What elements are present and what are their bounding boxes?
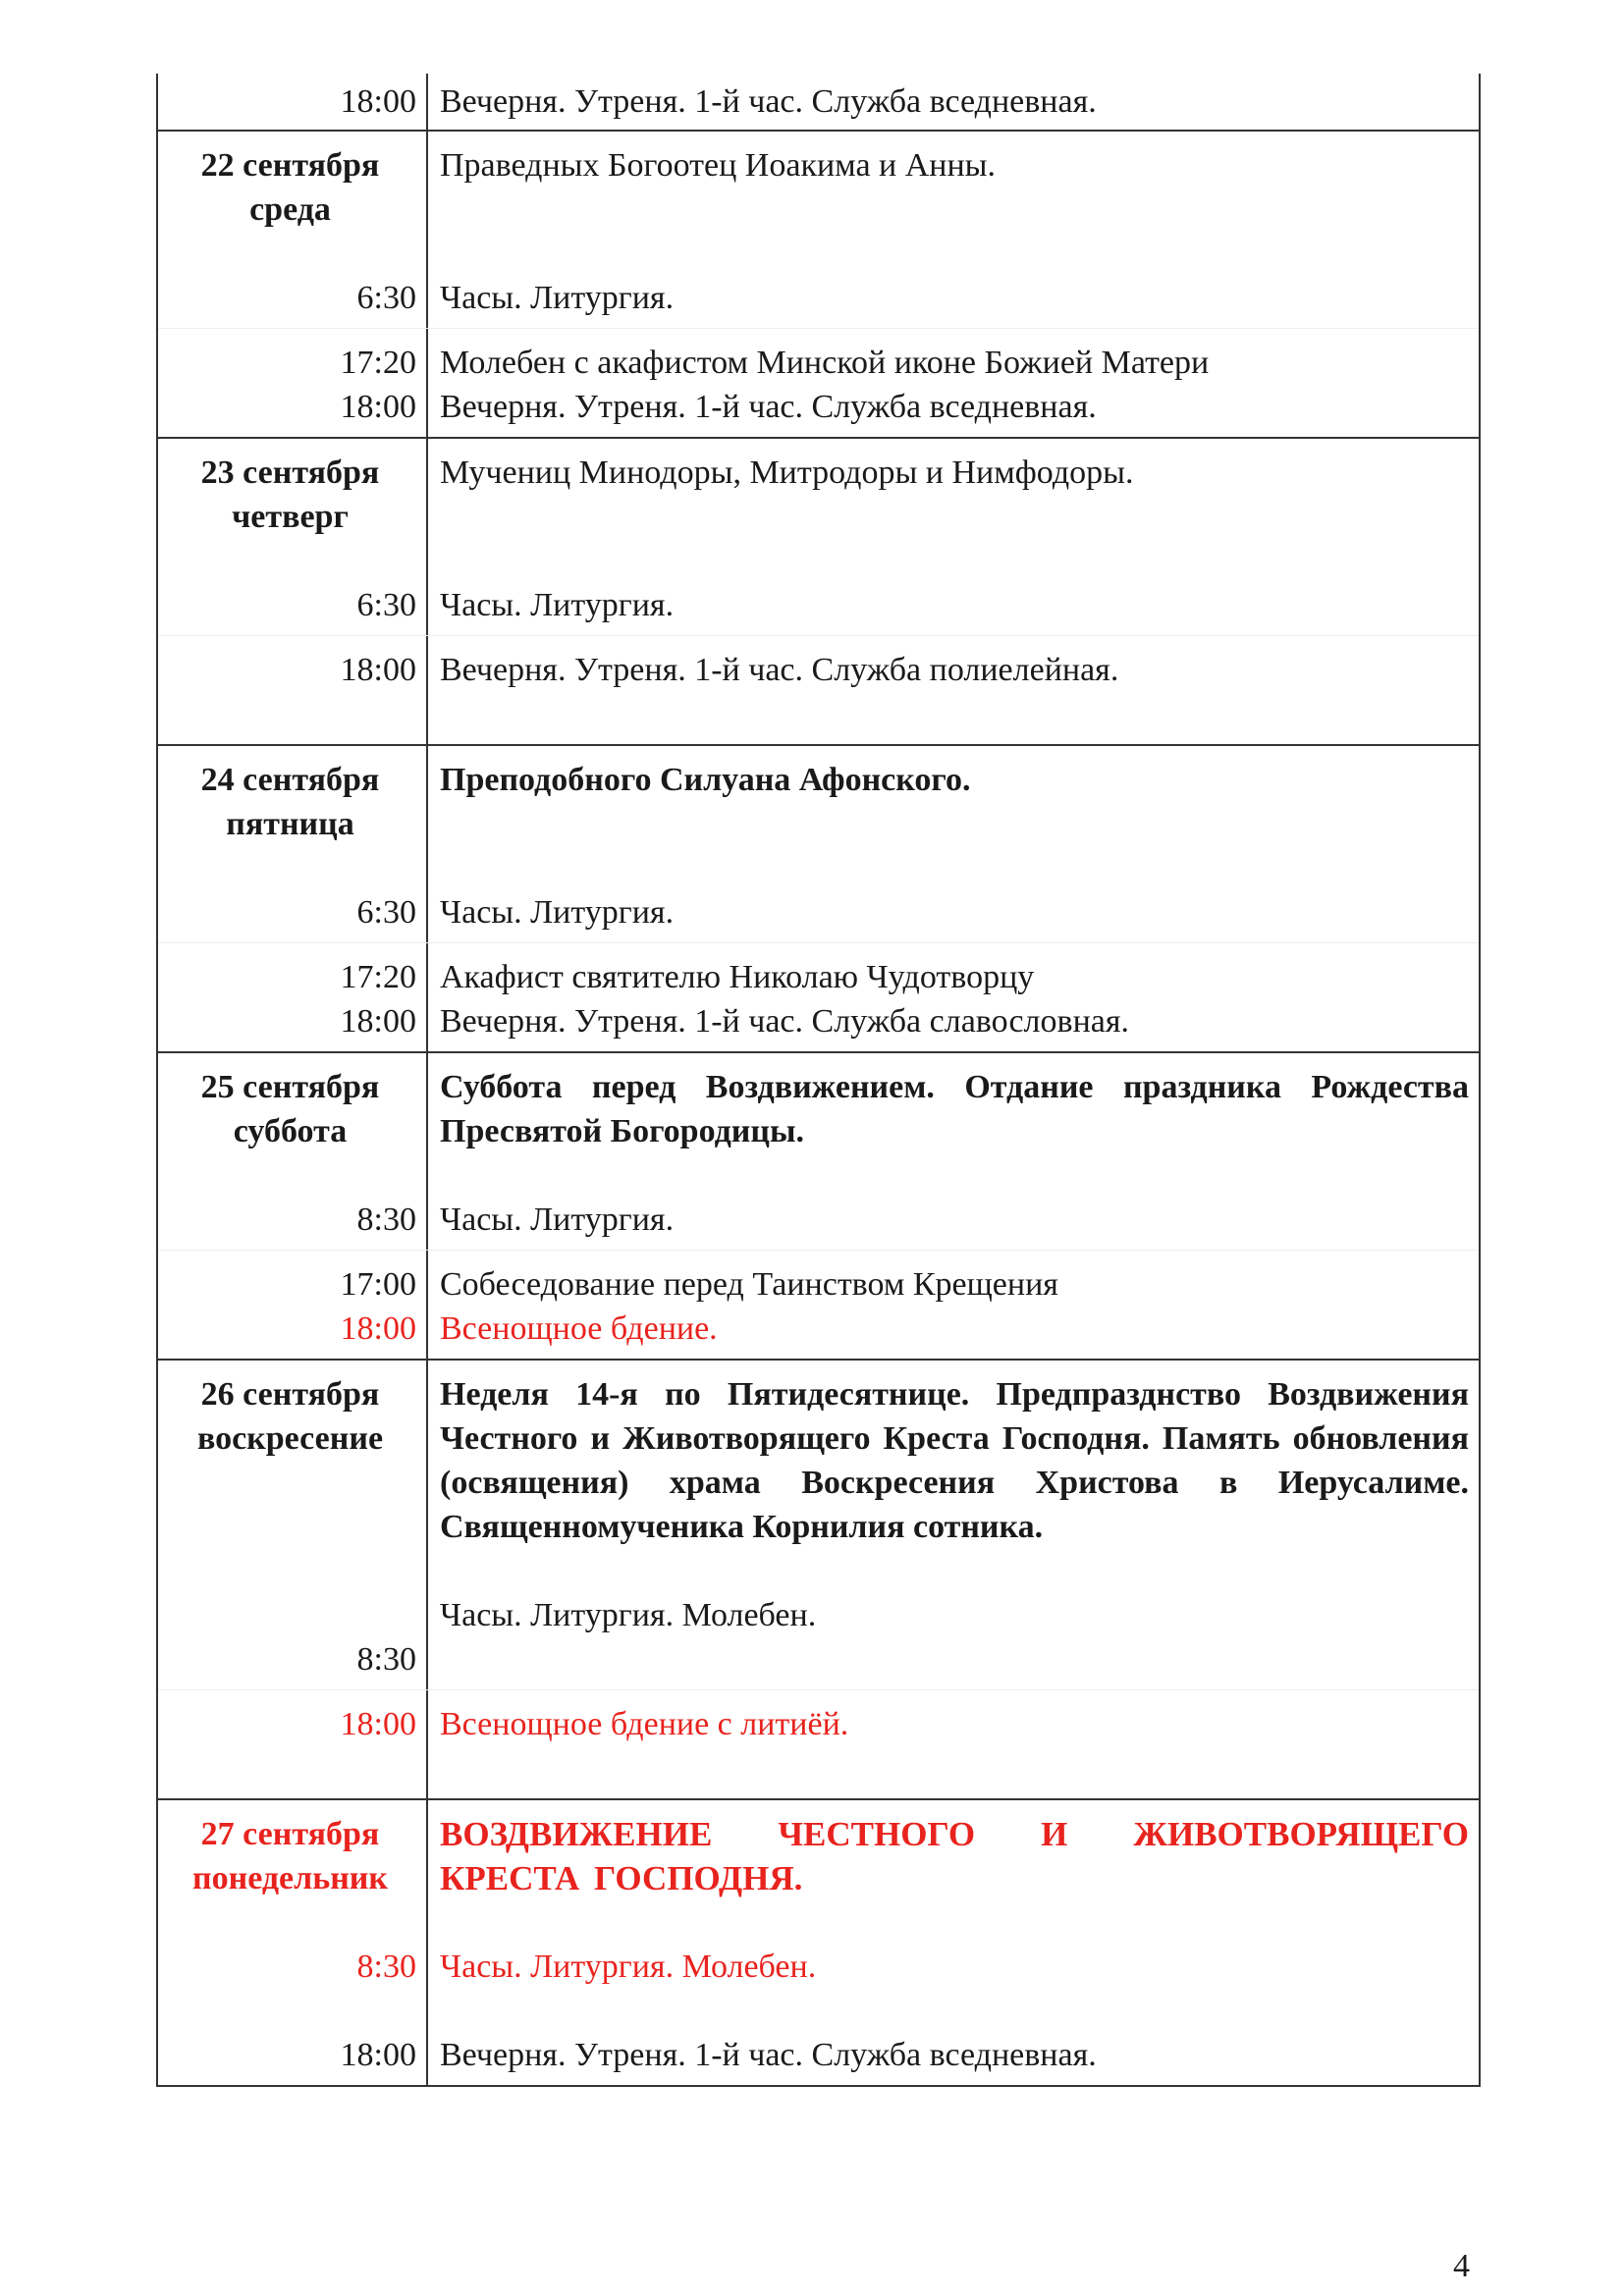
day-title: Суббота перед Воздвижением. Отдание праздника Рождества Пресвятой Богородицы. (440, 1069, 1469, 1149)
day-title: Преподобного Силуана Афонского. (440, 762, 971, 798)
day-date: 26 сентября (200, 1376, 380, 1413)
day-date: 24 сентября (200, 762, 380, 798)
service-name: Часы. Литургия. (440, 587, 675, 623)
day-section-24 (158, 744, 1479, 1051)
day-section-25 (158, 1051, 1479, 1359)
day-weekday: суббота (233, 1113, 348, 1149)
day-date: 25 сентября (200, 1069, 380, 1105)
day-title: Неделя 14-я по Пятидесятнице. Предпразднство Воздвижения Честного и Животворящего Креста Господня. Память обновления (освящения) храма Воскресения Христова в Иерусалиме. Священномученика Корнилия сотника. (440, 1376, 1469, 1545)
day-title: Мучениц Минодоры, Митродоры и Нимфодоры. (440, 454, 1134, 491)
day-section-23 (158, 437, 1479, 744)
day-weekday: пятница (226, 806, 354, 842)
day-section-22 (158, 130, 1479, 437)
day-weekday: четверг (232, 499, 349, 535)
day-weekday: среда (249, 191, 331, 228)
service-name: Часы. Литургия. (440, 894, 675, 931)
service-name: Акафист святителю Николаю Чудотворцу (440, 959, 1035, 995)
service-time: 6:30 (356, 587, 416, 623)
service-time: 18:00 (340, 1706, 416, 1742)
day-weekday: понедельник (192, 1860, 388, 1896)
schedule-table (156, 74, 1481, 2087)
service-name: Вечерня. Утреня. 1-й час. Служба вседневная. (440, 83, 1097, 120)
day-title: Праведных Богоотец Иоакима и Анны. (440, 147, 997, 184)
service-time: 17:20 (340, 345, 416, 381)
day-date: 23 сентября (200, 454, 380, 491)
service-time: 8:30 (356, 1641, 416, 1678)
service-time: 18:00 (340, 83, 416, 120)
page-number: 4 (1453, 2248, 1470, 2284)
service-time: 8:30 (356, 1201, 416, 1238)
day-date: 27 сентября (200, 1816, 380, 1852)
continuation-row (158, 74, 1479, 130)
service-name: Вечерня. Утреня. 1-й час. Служба вседневная. (440, 389, 1097, 425)
service-name: Вечерня. Утреня. 1-й час. Служба полиелейная. (440, 652, 1119, 688)
day-section-26 (158, 1359, 1479, 1798)
service-name: Собеседование перед Таинством Крещения (440, 1266, 1058, 1303)
day-title: ВОЗДВИЖЕНИЕ ЧЕСТНОГО И ЖИВОТВОРЯЩЕГО КРЕСТА ГОСПОДНЯ. (440, 1815, 1469, 1897)
service-name: Часы. Литургия. (440, 1201, 675, 1238)
service-name: Всенощное бдение с литиёй. (440, 1706, 849, 1742)
service-time: 18:00 (340, 389, 416, 425)
service-name: Часы. Литургия. Молебен. (440, 1949, 817, 1985)
day-section-27 (158, 1798, 1479, 2085)
service-time: 18:00 (340, 2037, 416, 2073)
day-date: 22 сентября (200, 147, 380, 184)
service-time: 18:00 (340, 1310, 416, 1347)
service-name: Вечерня. Утреня. 1-й час. Служба славословная. (440, 1003, 1129, 1040)
service-name: Молебен с акафистом Минской иконе Божией Матери (440, 345, 1210, 381)
service-name: Всенощное бдение. (440, 1310, 718, 1347)
service-time: 18:00 (340, 1003, 416, 1040)
service-time: 17:00 (340, 1266, 416, 1303)
day-weekday: воскресение (196, 1420, 384, 1457)
service-name: Часы. Литургия. Молебен. (440, 1597, 817, 1633)
service-time: 8:30 (356, 1949, 416, 1985)
service-name: Вечерня. Утреня. 1-й час. Служба вседневная. (440, 2037, 1097, 2073)
service-time: 6:30 (356, 280, 416, 316)
service-time: 17:20 (340, 959, 416, 995)
service-name: Часы. Литургия. (440, 280, 675, 316)
service-time: 18:00 (340, 652, 416, 688)
service-time: 6:30 (356, 894, 416, 931)
